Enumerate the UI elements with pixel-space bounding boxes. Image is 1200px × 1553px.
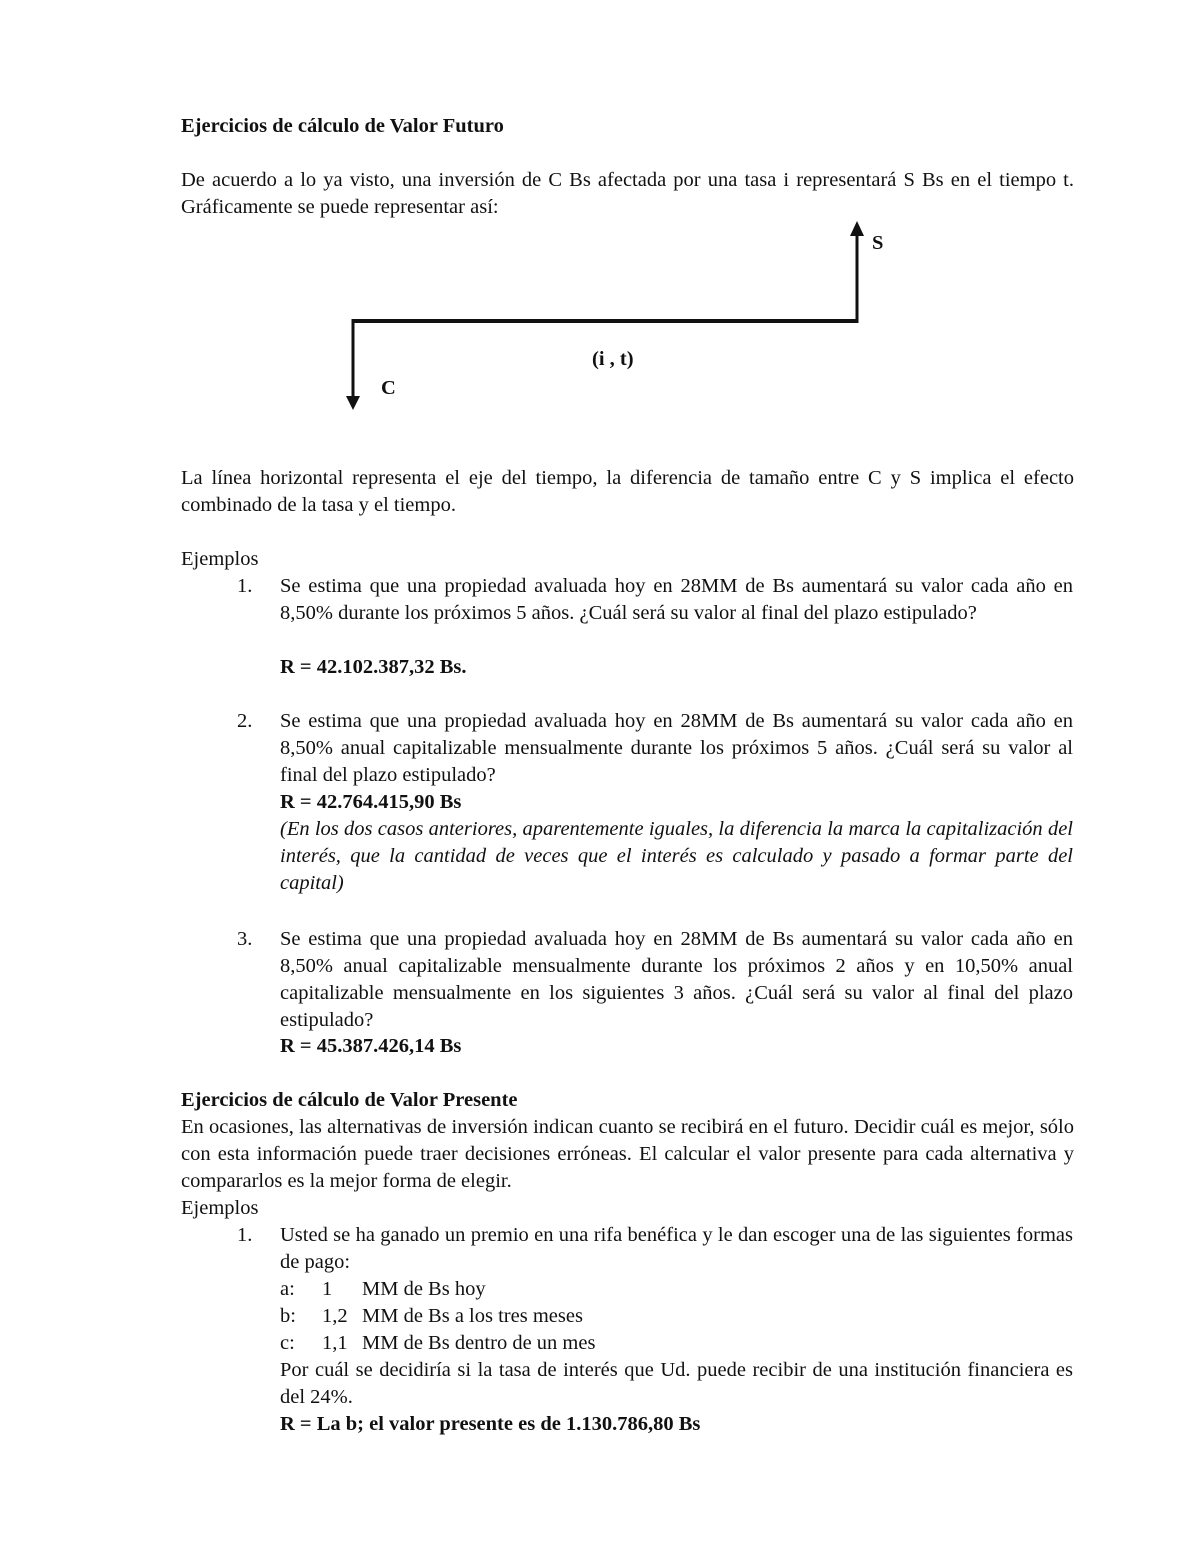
example-3-text: Se estima que una propiedad avaluada hoy en 28MM de Bs aumentará su valor cada año en 8,50% anual capitalizable mensualmente durante los próximos 2 años y en 10,50% anual capitalizable mensualmente en los siguientes 3 años. ¿Cuál será su valor al final del plazo estipulado? <box>280 928 1073 1031</box>
section2-examples-heading: Ejemplos <box>181 1197 259 1219</box>
example-3-number: 3. <box>237 928 253 950</box>
label-c: C <box>381 377 396 399</box>
example-3-answer: R = 45.387.426,14 Bs <box>280 1035 462 1057</box>
vp-example-1-text: Usted se ha ganado un premio en una rifa benéfica y le dan escoger una de las siguientes formas de pago: <box>280 1224 1073 1273</box>
explanation-paragraph: La línea horizontal representa el eje del tiempo, la diferencia de tamaño entre C y S implica el efecto combinado de la tasa y el tiempo. <box>181 467 1074 516</box>
option-b-desc: MM de Bs a los tres meses <box>362 1305 583 1327</box>
vp-example-1-number: 1. <box>237 1224 253 1246</box>
option-b-letter: b: <box>280 1305 296 1327</box>
intro-paragraph: De acuerdo a lo ya visto, una inversión de C Bs afectada por una tasa i representará S Bs en el tiempo t. Gráficamente se puede representar así: <box>181 169 1074 218</box>
option-c-letter: c: <box>280 1332 295 1354</box>
option-c-amount: 1,1 <box>322 1332 348 1354</box>
example-1-answer: R = 42.102.387,32 Bs. <box>280 656 467 678</box>
example-2-note: (En los dos casos anteriores, aparentemente iguales, la diferencia la marca la capitalización del interés, que la cantidad de veces que el interés es calculado y pasado a formar parte del capital) <box>280 818 1073 894</box>
example-1-text: Se estima que una propiedad avaluada hoy en 28MM de Bs aumentará su valor cada año en 8,50% durante los próximos 5 años. ¿Cuál será su valor al final del plazo estipulado? <box>280 575 1073 624</box>
label-s: S <box>872 232 884 254</box>
section-title-valor-futuro: Ejercicios de cálculo de Valor Futuro <box>181 115 504 137</box>
option-a-desc: MM de Bs hoy <box>362 1278 486 1300</box>
example-2-number: 2. <box>237 710 253 732</box>
example-1-number: 1. <box>237 575 253 597</box>
c-arrowhead <box>346 396 360 410</box>
label-rate-time: (i , t) <box>592 348 634 370</box>
option-b-amount: 1,2 <box>322 1305 348 1327</box>
example-2-answer: R = 42.764.415,90 Bs <box>280 791 462 813</box>
section-title-valor-presente: Ejercicios de cálculo de Valor Presente <box>181 1089 518 1111</box>
vp-answer: R = La b; el valor presente es de 1.130.786,80 Bs <box>280 1413 701 1435</box>
s-arrowhead <box>850 221 864 236</box>
example-2-text: Se estima que una propiedad avaluada hoy en 28MM de Bs aumentará su valor cada año en 8,50% anual capitalizable mensualmente durante los próximos 5 años. ¿Cuál será su valor al final del plazo estipulado? <box>280 710 1073 786</box>
option-c-desc: MM de Bs dentro de un mes <box>362 1332 596 1354</box>
examples-heading: Ejemplos <box>181 548 259 570</box>
vp-question: Por cuál se decidiría si la tasa de interés que Ud. puede recibir de una institución financiera es del 24%. <box>280 1359 1073 1408</box>
section2-intro: En ocasiones, las alternativas de inversión indican cuanto se recibirá en el futuro. Decidir cuál es mejor, sólo con esta información puede traer decisiones erróneas. El calcular el valor presente para cada alternativa y compararlos es la mejor forma de elegir. <box>181 1116 1074 1192</box>
option-a-letter: a: <box>280 1278 295 1300</box>
option-a-amount: 1 <box>322 1278 333 1300</box>
